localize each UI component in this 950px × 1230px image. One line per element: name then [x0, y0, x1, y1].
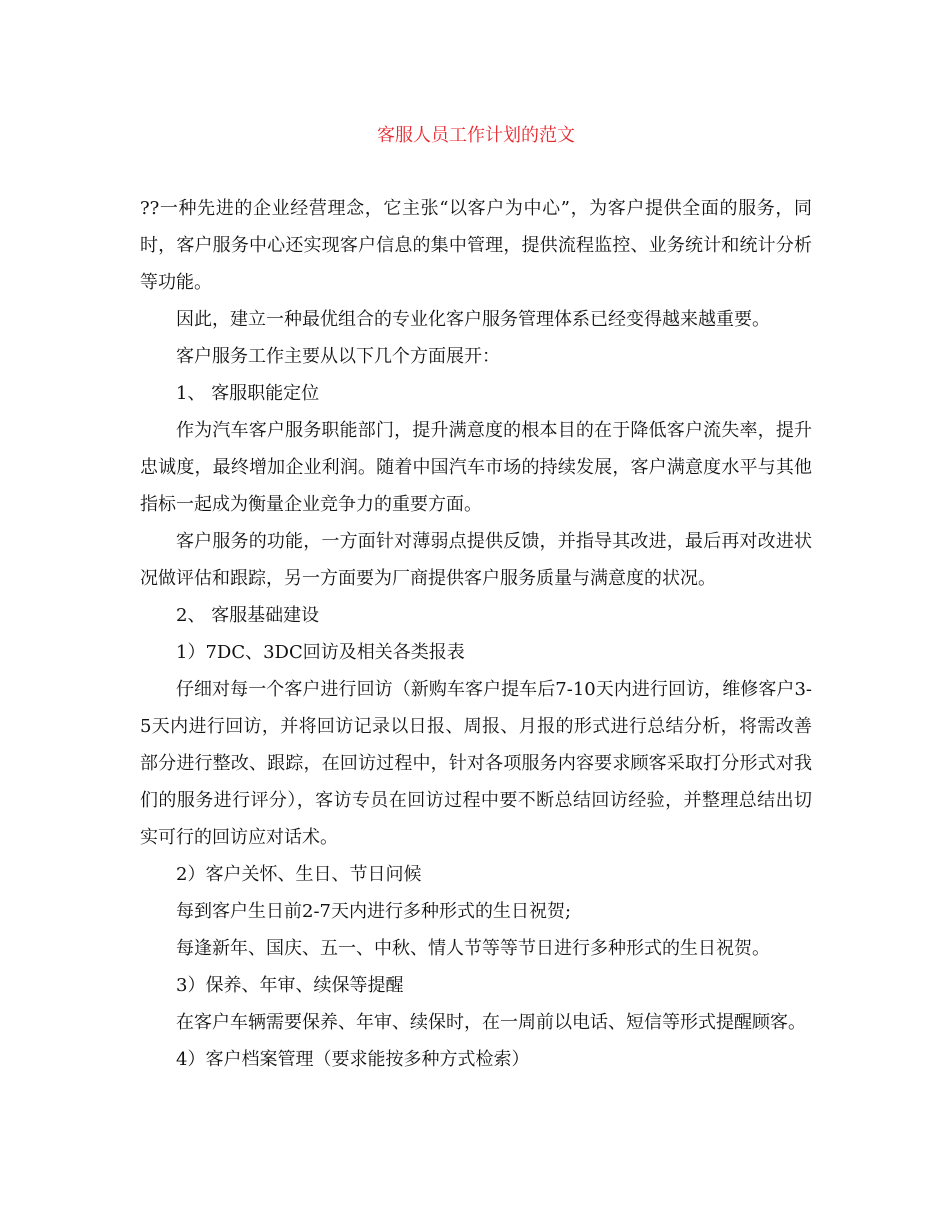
document-body	[140, 190, 812, 1078]
section-heading: 2、 客服基础建设	[176, 605, 320, 626]
subsection-heading: 4）客户档案管理（要求能按多种方式检索）	[176, 1049, 530, 1070]
paragraph: 在客户车辆需要保养、年审、续保时，在一周前以电话、短信等形式提醒顾客。	[176, 1012, 806, 1033]
paragraph: 因此，建立一种最优组合的专业化客户服务管理体系已经变得越来越重要。	[176, 309, 770, 330]
paragraph-intro: ??一种先进的企业经营理念，它主张“以客户为中心”，为客户提供全面的服务，同时，客户服务中心还实现客户信息的集中管理，提供流程监控、业务统计和统计分析等功能。	[140, 198, 812, 293]
paragraph: 仔细对每一个客户进行回访（新购车客户提车后7-10天内进行回访，维修客户3-5天内进行回访，并将回访记录以日报、周报、月报的形式进行总结分析，将需改善部分进行整改、跟踪，在回访过程中，针对各项服务内容要求顾客采取打分形式对我们的服务进行评分），客访专员在回访过程中要不断总结回访经验，并整理总结出切实可行的回访应对话术。	[140, 679, 812, 848]
paragraph: 客户服务的功能，一方面针对薄弱点提供反馈，并指导其改进，最后再对改进状况做评估和跟踪，另一方面要为厂商提供客户服务质量与满意度的状况。	[140, 531, 812, 589]
subsection-heading: 3）保养、年审、续保等提醒	[176, 975, 404, 996]
section-heading: 1、 客服职能定位	[176, 383, 320, 404]
paragraph: 客户服务工作主要从以下几个方面展开：	[176, 346, 500, 367]
subsection-heading: 1）7DC、3DC回访及相关各类报表	[176, 642, 465, 663]
paragraph: 作为汽车客户服务职能部门，提升满意度的根本目的在于降低客户流失率，提升忠诚度，最终增加企业利润。随着中国汽车市场的持续发展，客户满意度水平与其他指标一起成为衡量企业竞争力的重要方面。	[140, 420, 812, 515]
subsection-heading: 2）客户关怀、生日、节日问候	[176, 864, 422, 885]
paragraph: 每逢新年、国庆、五一、中秋、情人节等等节日进行多种形式的生日祝贺。	[176, 938, 770, 959]
document-title: 客服人员工作计划的范文	[377, 125, 575, 146]
paragraph: 每到客户生日前2-7天内进行多种形式的生日祝贺;	[176, 901, 572, 922]
